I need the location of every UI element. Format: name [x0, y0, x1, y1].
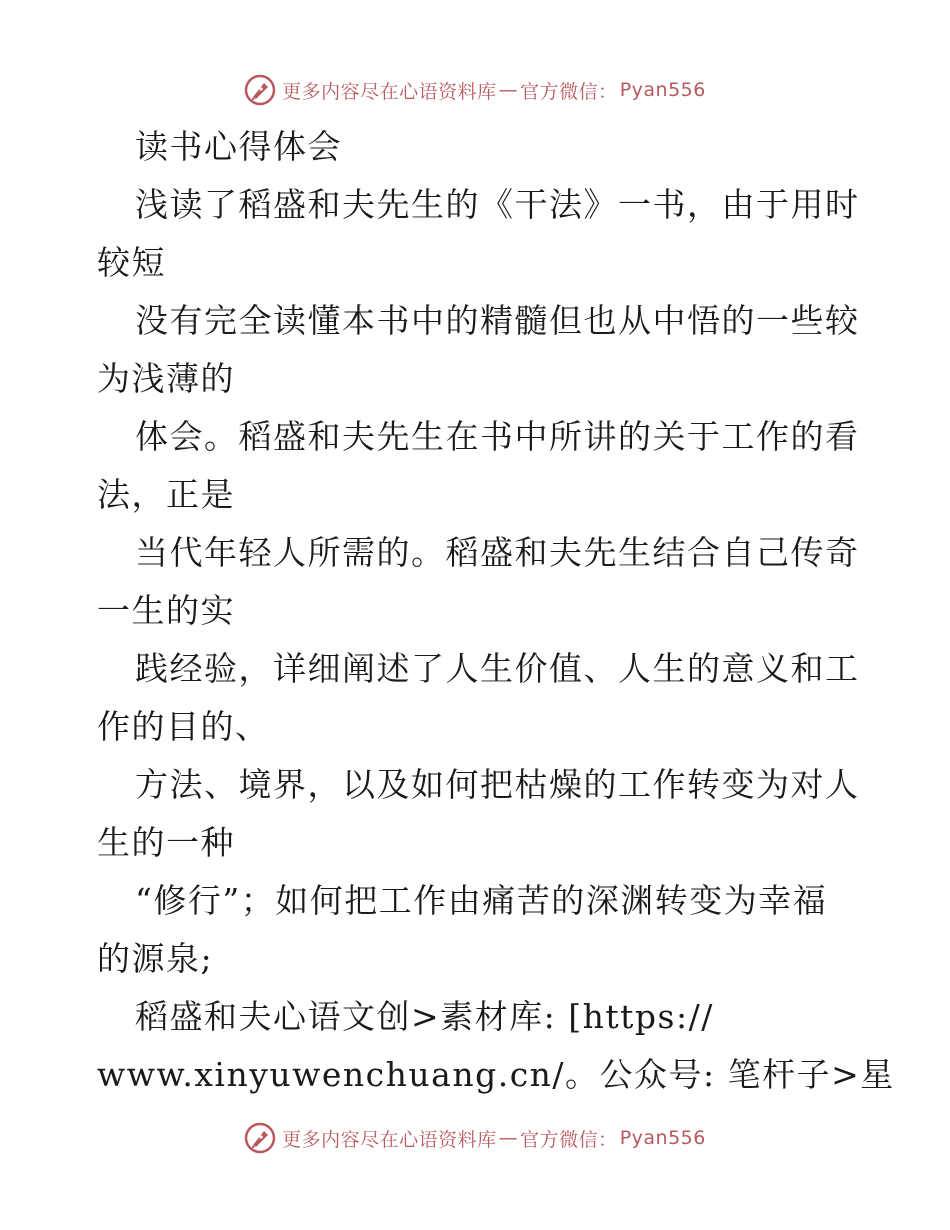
paragraph-line: 方法、境界，以及如何把枯燥的工作转变为对人 — [135, 765, 860, 804]
paragraph-line-url: www.xinyuwenchuang.cn/。公众号: 笔杆子>星 — [97, 1055, 895, 1094]
banner-wechat-label: 官方微信： — [520, 1128, 618, 1151]
header-watermark-banner — [0, 70, 950, 110]
pen-nib-icon — [244, 1122, 276, 1154]
paragraph-line: “修行”；如何把工作由痛苦的深渊转变为幸福 — [135, 881, 828, 920]
paragraph-line: 体会。稻盛和夫先生在书中所讲的关于工作的看 — [135, 417, 860, 456]
paragraph-line: 的源泉; — [97, 939, 214, 978]
banner-separator: — — [498, 1127, 519, 1149]
paragraph-line: 浅读了稻盛和夫先生的《干法》一书，由于用时 — [135, 185, 860, 224]
paragraph-line: 法，正是 — [97, 475, 235, 514]
document-title: 读书心得体会 — [135, 127, 342, 166]
banner-text: 更多内容尽在心语资料库 — [282, 1128, 497, 1151]
footer-watermark-banner — [0, 1118, 950, 1158]
banner-wechat-id: Pyan556 — [619, 1127, 706, 1149]
paragraph-line: 较短 — [97, 243, 166, 282]
banner-wechat-label: 官方微信： — [520, 80, 618, 103]
paragraph-line: 一生的实 — [97, 591, 235, 630]
paragraph-line: 当代年轻人所需的。稻盛和夫先生结合自己传奇 — [135, 533, 860, 572]
document-body — [97, 118, 895, 1104]
paragraph-line: 没有完全读懂本书中的精髓但也从中悟的一些较 — [135, 301, 860, 340]
paragraph-line: 作的目的、 — [97, 707, 270, 746]
banner-separator: — — [498, 79, 519, 101]
paragraph-line-url: 稻盛和夫心语文创>素材库: [https:// — [135, 997, 714, 1036]
banner-text: 更多内容尽在心语资料库 — [282, 80, 497, 103]
pen-nib-icon — [244, 74, 276, 106]
paragraph-line: 生的一种 — [97, 823, 235, 862]
paragraph-line: 为浅薄的 — [97, 359, 235, 398]
paragraph-line: 践经验，详细阐述了人生价值、人生的意义和工 — [135, 649, 860, 688]
banner-wechat-id: Pyan556 — [619, 79, 706, 101]
